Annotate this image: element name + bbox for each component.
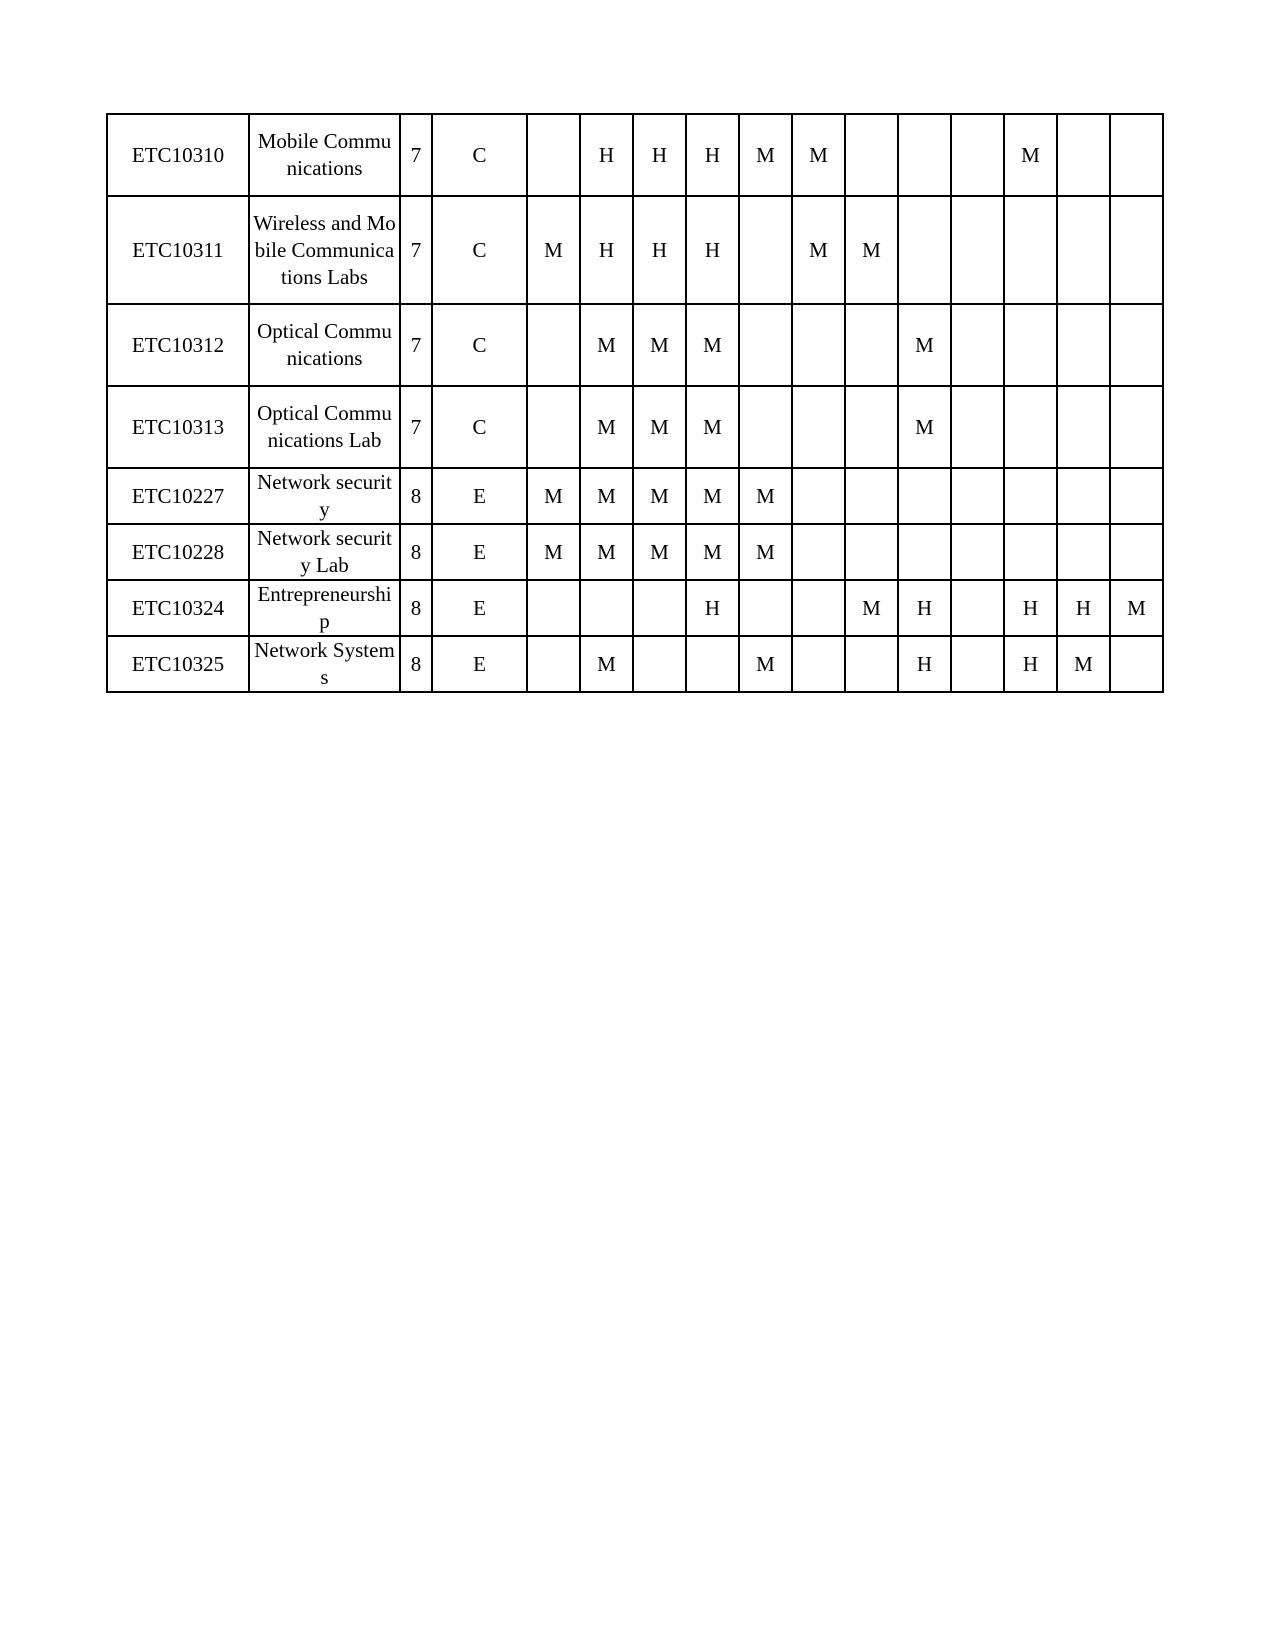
mapping-level-cell	[1057, 114, 1110, 196]
course-name-cell: Network Systems	[249, 636, 400, 692]
mapping-level-cell	[1004, 386, 1057, 468]
mapping-level-cell	[527, 580, 580, 636]
semester-cell: 7	[400, 386, 432, 468]
mapping-level-cell	[792, 304, 845, 386]
mapping-level-cell	[527, 386, 580, 468]
mapping-level-cell	[1057, 304, 1110, 386]
mapping-level-cell: M	[686, 386, 739, 468]
mapping-level-cell	[951, 636, 1004, 692]
mapping-level-cell: M	[580, 386, 633, 468]
mapping-level-cell	[739, 386, 792, 468]
mapping-level-cell	[580, 580, 633, 636]
semester-cell: 8	[400, 636, 432, 692]
mapping-level-cell: H	[686, 114, 739, 196]
mapping-level-cell: M	[633, 386, 686, 468]
mapping-level-cell: M	[527, 196, 580, 304]
mapping-level-cell	[898, 524, 951, 580]
mapping-level-cell	[1057, 468, 1110, 524]
table-row	[107, 524, 1163, 580]
course-code-cell: ETC10313	[107, 386, 249, 468]
mapping-level-cell	[1110, 636, 1163, 692]
mapping-level-cell	[739, 580, 792, 636]
mapping-level-cell	[1057, 196, 1110, 304]
mapping-level-cell	[951, 196, 1004, 304]
mapping-level-cell	[1110, 114, 1163, 196]
table-row	[107, 114, 1163, 196]
mapping-level-cell: M	[633, 468, 686, 524]
mapping-level-cell: M	[527, 524, 580, 580]
mapping-level-cell	[686, 636, 739, 692]
mapping-level-cell: H	[898, 636, 951, 692]
mapping-level-cell	[792, 468, 845, 524]
mapping-level-cell	[951, 468, 1004, 524]
mapping-level-cell	[1004, 304, 1057, 386]
mapping-level-cell	[951, 580, 1004, 636]
course-outcome-mapping-table	[106, 113, 1164, 693]
mapping-level-cell	[633, 580, 686, 636]
mapping-level-cell	[951, 524, 1004, 580]
course-type-cell: E	[432, 468, 527, 524]
course-code-cell: ETC10324	[107, 580, 249, 636]
mapping-level-cell	[739, 196, 792, 304]
mapping-level-cell	[739, 304, 792, 386]
mapping-level-cell	[1004, 196, 1057, 304]
mapping-level-cell: M	[580, 304, 633, 386]
mapping-level-cell	[845, 386, 898, 468]
table-row	[107, 468, 1163, 524]
mapping-level-cell: H	[1057, 580, 1110, 636]
mapping-level-cell	[1057, 524, 1110, 580]
semester-cell: 7	[400, 304, 432, 386]
mapping-level-cell	[1004, 524, 1057, 580]
course-name-cell: Network security Lab	[249, 524, 400, 580]
mapping-level-cell: H	[686, 196, 739, 304]
mapping-level-cell	[527, 114, 580, 196]
course-name-cell: Optical Communications Lab	[249, 386, 400, 468]
course-name-cell: Mobile Communications	[249, 114, 400, 196]
course-type-cell: C	[432, 304, 527, 386]
mapping-level-cell: H	[1004, 636, 1057, 692]
mapping-level-cell: M	[633, 524, 686, 580]
mapping-level-cell	[633, 636, 686, 692]
mapping-level-cell: M	[686, 304, 739, 386]
mapping-level-cell: H	[898, 580, 951, 636]
table-row	[107, 196, 1163, 304]
mapping-level-cell	[1004, 468, 1057, 524]
mapping-level-cell	[1110, 468, 1163, 524]
mapping-level-cell: M	[739, 636, 792, 692]
course-type-cell: E	[432, 580, 527, 636]
course-name-cell: Network security	[249, 468, 400, 524]
table-row	[107, 636, 1163, 692]
table-body	[107, 114, 1163, 692]
mapping-level-cell	[527, 636, 580, 692]
mapping-level-cell: M	[1110, 580, 1163, 636]
course-code-cell: ETC10227	[107, 468, 249, 524]
mapping-level-cell: M	[739, 524, 792, 580]
mapping-level-cell	[792, 636, 845, 692]
mapping-level-cell: M	[845, 196, 898, 304]
course-name-cell: Entrepreneurship	[249, 580, 400, 636]
mapping-level-cell: M	[1057, 636, 1110, 692]
mapping-level-cell: H	[580, 114, 633, 196]
mapping-level-cell: M	[792, 196, 845, 304]
mapping-level-cell	[898, 114, 951, 196]
mapping-level-cell	[898, 196, 951, 304]
semester-cell: 7	[400, 114, 432, 196]
course-code-cell: ETC10311	[107, 196, 249, 304]
mapping-level-cell	[792, 524, 845, 580]
mapping-level-cell: H	[633, 114, 686, 196]
mapping-level-cell: M	[580, 468, 633, 524]
mapping-level-cell: M	[580, 636, 633, 692]
mapping-level-cell: H	[686, 580, 739, 636]
mapping-level-cell	[898, 468, 951, 524]
table-row	[107, 304, 1163, 386]
mapping-level-cell	[951, 304, 1004, 386]
mapping-level-cell	[845, 468, 898, 524]
mapping-level-cell: M	[686, 468, 739, 524]
table-row	[107, 580, 1163, 636]
mapping-level-cell	[845, 636, 898, 692]
mapping-level-cell: M	[845, 580, 898, 636]
course-code-cell: ETC10228	[107, 524, 249, 580]
course-name-cell: Optical Communications	[249, 304, 400, 386]
semester-cell: 8	[400, 524, 432, 580]
mapping-level-cell	[845, 304, 898, 386]
mapping-level-cell: H	[1004, 580, 1057, 636]
mapping-level-cell: M	[739, 468, 792, 524]
mapping-level-cell: M	[580, 524, 633, 580]
course-type-cell: E	[432, 524, 527, 580]
semester-cell: 8	[400, 580, 432, 636]
mapping-level-cell: M	[527, 468, 580, 524]
mapping-level-cell: M	[898, 386, 951, 468]
mapping-level-cell: M	[739, 114, 792, 196]
course-code-cell: ETC10312	[107, 304, 249, 386]
mapping-level-cell	[1110, 304, 1163, 386]
mapping-level-cell	[951, 114, 1004, 196]
mapping-level-cell: M	[1004, 114, 1057, 196]
mapping-level-cell	[792, 580, 845, 636]
mapping-level-cell: M	[633, 304, 686, 386]
mapping-level-cell	[1110, 524, 1163, 580]
mapping-level-cell	[1110, 386, 1163, 468]
semester-cell: 7	[400, 196, 432, 304]
mapping-level-cell: M	[898, 304, 951, 386]
table-row	[107, 386, 1163, 468]
course-type-cell: E	[432, 636, 527, 692]
semester-cell: 8	[400, 468, 432, 524]
mapping-level-cell: M	[686, 524, 739, 580]
mapping-level-cell: H	[633, 196, 686, 304]
mapping-level-cell	[845, 524, 898, 580]
mapping-level-cell	[792, 386, 845, 468]
course-type-cell: C	[432, 114, 527, 196]
mapping-level-cell	[1057, 386, 1110, 468]
mapping-level-cell	[845, 114, 898, 196]
course-type-cell: C	[432, 386, 527, 468]
mapping-level-cell	[527, 304, 580, 386]
mapping-level-cell	[951, 386, 1004, 468]
course-code-cell: ETC10325	[107, 636, 249, 692]
course-name-cell: Wireless and Mobile Communications Labs	[249, 196, 400, 304]
mapping-level-cell: H	[580, 196, 633, 304]
course-type-cell: C	[432, 196, 527, 304]
course-code-cell: ETC10310	[107, 114, 249, 196]
mapping-level-cell: M	[792, 114, 845, 196]
mapping-level-cell	[1110, 196, 1163, 304]
